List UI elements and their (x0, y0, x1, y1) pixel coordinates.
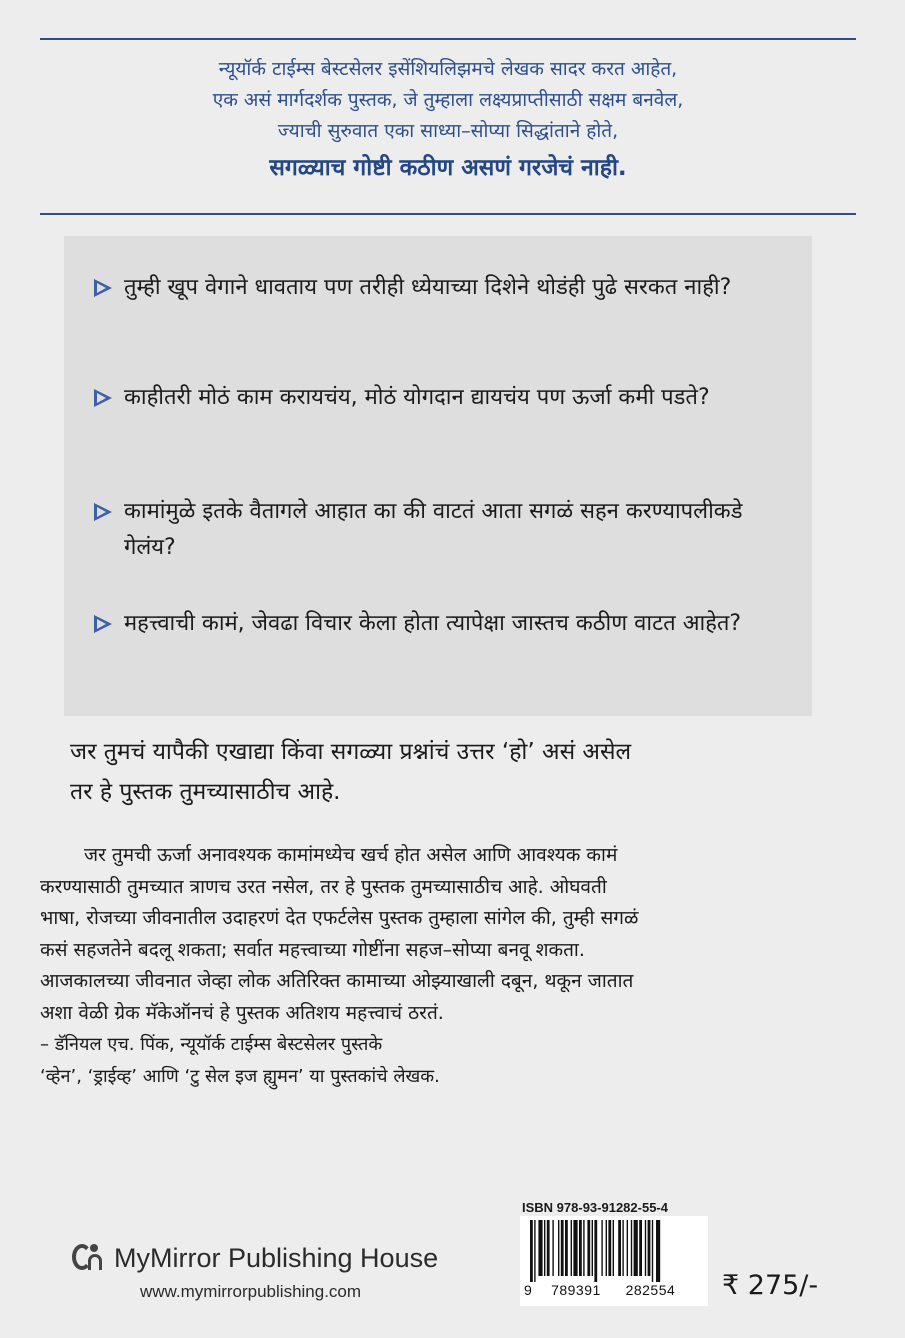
barcode-bar (594, 1220, 597, 1282)
barcode-bar (608, 1220, 611, 1276)
intro-line: एक असं मार्गदर्शक पुस्तक, जे तुम्हाला लक्ष्यप्राप्तीसाठी सक्षम बनवेल, (212, 89, 684, 111)
barcode-bar (645, 1220, 646, 1276)
price: ₹ 275/- (722, 1270, 819, 1301)
question-item (94, 494, 794, 566)
barcode-bar (538, 1220, 542, 1276)
question-item (94, 380, 794, 416)
question-text: कामांमुळे इतके वैतागले आहात का की वाटतं आता सगळं सहन करण्यापलीकडे गेलंय? (124, 499, 743, 560)
mymirror-logo-icon (70, 1240, 108, 1276)
barcode-bar (565, 1220, 568, 1276)
publisher-website: www.mymirrorpublishing.com (140, 1282, 362, 1301)
barcode-bar (530, 1220, 533, 1282)
verdict-block (70, 732, 850, 812)
barcode-bar (639, 1220, 642, 1276)
barcode-bar (583, 1220, 584, 1276)
barcode (520, 1216, 708, 1306)
arrow-bullet-icon (94, 389, 112, 407)
top-rule (40, 38, 856, 40)
review-line: भाषा, रोजच्या जीवनातील उदाहरणं देत एफर्टलेस पुस्तक तुम्हाला सांगेल की, तुम्ही सगळं (40, 907, 639, 929)
arrow-bullet-icon (94, 503, 112, 521)
review-line: करण्यासाठी तुमच्यात त्राणच उरत नसेल, तर हे पुस्तक तुमच्यासाठीच आहे. ओघवती (40, 875, 607, 898)
barcode-bar (622, 1220, 623, 1276)
review-attribution: ‘व्हेन’, ‘ड्राईव्ह’ आणि ‘टु सेल इज ह्युमन’ या पुस्तकांचे लेखक. (40, 1065, 440, 1087)
intro-line: ज्याची सुरुवात एका साध्या–सोप्या सिद्धांताने होते, (277, 120, 619, 142)
barcode-bar (587, 1220, 590, 1276)
barcode-bar (552, 1220, 553, 1276)
middle-rule (40, 213, 856, 215)
barcode-bar (634, 1220, 638, 1276)
barcode-bar (558, 1220, 559, 1276)
question-text: काहीतरी मोठं काम करायचंय, मोठं योगदान द्यायचंय पण ऊर्जा कमी पडते? (124, 385, 710, 410)
arrow-bullet-icon (94, 615, 112, 633)
barcode-digits-right: 282554 (625, 1282, 676, 1298)
barcode-bar (652, 1220, 653, 1282)
review-line: जर तुमची ऊर्जा अनावश्यक कामांमध्येच खर्च होत असेल आणि आवश्यक कामं (84, 844, 618, 866)
question-item (94, 270, 794, 306)
questions-box (64, 236, 812, 716)
barcode-bar (648, 1220, 651, 1276)
barcode-bar (534, 1220, 535, 1282)
review-line: आजकालच्या जीवनात जेव्हा लोक अतिरिक्त कामाच्या ओझ्याखाली दबून, थकून जातात (40, 970, 634, 992)
barcode-bar (561, 1220, 564, 1276)
barcode-bar (656, 1220, 660, 1282)
barcode-bar (592, 1220, 593, 1276)
isbn-label: ISBN 978-93-91282-55-4 (522, 1200, 668, 1215)
barcode-bar (571, 1220, 572, 1276)
barcode-bar (613, 1220, 614, 1276)
barcode-bar (573, 1220, 577, 1276)
review-line: कसं सहजतेने बदलू शकता; सर्वात महत्त्वाच्या गोष्टींना सहज–सोप्या बनवू शकता. (40, 938, 585, 961)
publisher-name: MyMirror Publishing House (114, 1242, 439, 1273)
review-block (40, 840, 870, 1092)
review-line: अशा वेळी ग्रेक मॅकेऑनचं हे पुस्तक अतिशय महत्त्वाचं ठरतं. (40, 1001, 444, 1024)
question-text: तुम्ही खूप वेगाने धावताय पण तरीही ध्येयाच्या दिशेने थोडंही पुढे सरकत नाही? (124, 275, 732, 300)
barcode-bar (631, 1220, 632, 1276)
question-text: महत्त्वाची कामं, जेवढा विचार केला होता त्यापेक्षा जास्तच कठीण वाटत आहेत? (124, 611, 742, 636)
barcode-digits (524, 1282, 706, 1298)
barcode-bars (530, 1220, 698, 1282)
barcode-bar (547, 1220, 550, 1276)
barcode-bar (606, 1220, 607, 1276)
verdict-line: तर हे पुस्तक तुमच्यासाठीच आहे. (70, 779, 341, 805)
arrow-bullet-icon (94, 279, 112, 297)
barcode-digits-left: 789391 (551, 1282, 601, 1298)
barcode-bar (627, 1220, 628, 1276)
question-item (94, 606, 794, 642)
barcode-bar (618, 1220, 621, 1276)
intro-line: न्यूयॉर्क टाईम्स बेस्टसेलर इसेंशियलिझमचे लेखक सादर करत आहेत, (218, 58, 678, 80)
verdict-line: जर तुमचं यापैकी एखाद्या किंवा सगळ्या प्रश्नांचं उत्तर ‘हो’ असं असेल (70, 739, 632, 765)
tagline: सगळ्याच गोष्टी कठीण असणं गरजेचं नाही. (269, 155, 627, 181)
intro-block (40, 54, 856, 184)
barcode-bar (601, 1220, 602, 1276)
barcode-digit-lead: 9 (524, 1282, 533, 1298)
barcode-bar (579, 1220, 582, 1276)
barcode-bar (544, 1220, 545, 1276)
publisher-logo (70, 1240, 438, 1276)
review-attribution: – डॅनियल एच. पिंक, न्यूयॉर्क टाईम्स बेस्टसेलर पुस्तके (40, 1034, 383, 1055)
